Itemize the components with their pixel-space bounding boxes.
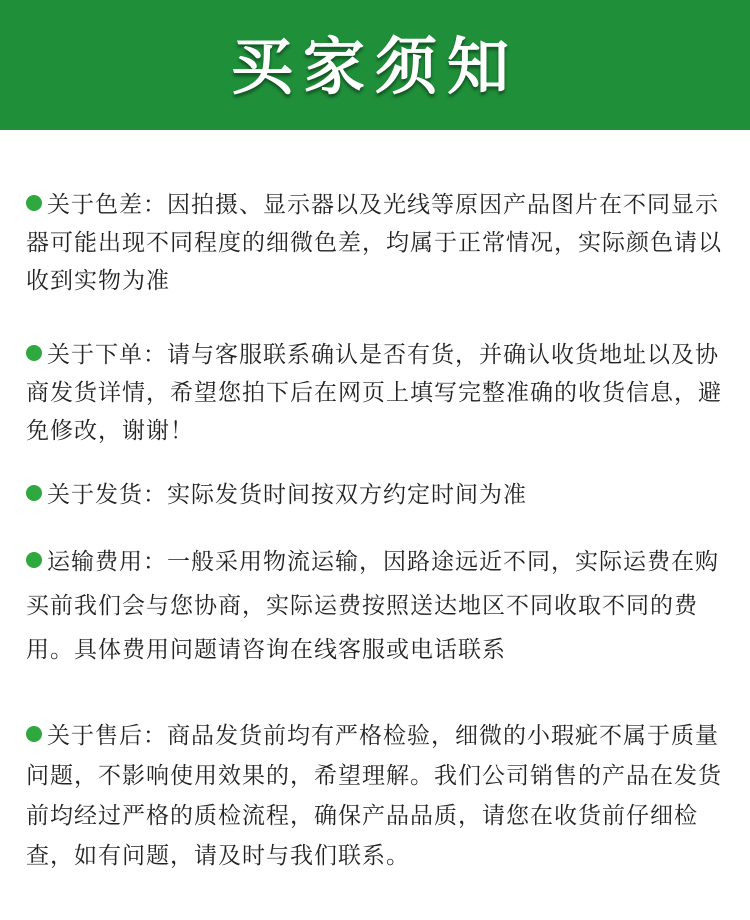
- notice-label: 运输费用：: [47, 549, 167, 575]
- header-banner: [0, 0, 750, 130]
- notice-label: 关于下单：: [47, 342, 167, 368]
- green-dot-icon: [26, 345, 42, 361]
- notice-text: 因拍摄、显示器以及光线等原因产品图片在不同显示器可能出现不同程度的细微色差，均属于正常情况，实际颜色请以收到实物为准: [26, 192, 722, 294]
- notice-label: 关于发货：: [47, 482, 167, 508]
- green-dot-icon: [26, 485, 42, 501]
- notice-label: 关于售后：: [47, 723, 167, 749]
- notice-text: 商品发货前均有严格检验，细微的小瑕疵不属于质量问题，不影响使用效果的，希望理解。我们公司销售的产品在发货前均经过严格的质检流程，确保产品品质，请您在收货前仔细检查，如有问题，请及时与我们联系。: [26, 723, 722, 869]
- page-title: 买家须知: [230, 30, 519, 103]
- notice-list: [26, 186, 730, 876]
- notice-after-sales: [26, 716, 730, 876]
- notice-color-difference: [26, 186, 730, 300]
- green-dot-icon: [26, 726, 42, 742]
- notice-label: 关于色差：: [47, 192, 167, 218]
- green-dot-icon: [26, 195, 42, 211]
- green-dot-icon: [26, 552, 42, 568]
- notice-text: 一般采用物流运输，因路途远近不同，实际运费在购买前我们会与您协商，实际运费按照送达地区不同收取不同的费用。具体费用问题请咨询在线客服或电话联系: [26, 549, 719, 663]
- notice-text: 实际发货时间按双方约定时间为准: [167, 482, 527, 508]
- notice-shipping: [26, 476, 730, 514]
- notice-ordering: [26, 336, 730, 450]
- notice-transport-cost: [26, 540, 730, 672]
- notice-text: 请与客服联系确认是否有货，并确认收货地址以及协商发货详情，希望您拍下后在网页上填写完整准确的收货信息，避免修改，谢谢！: [26, 342, 722, 444]
